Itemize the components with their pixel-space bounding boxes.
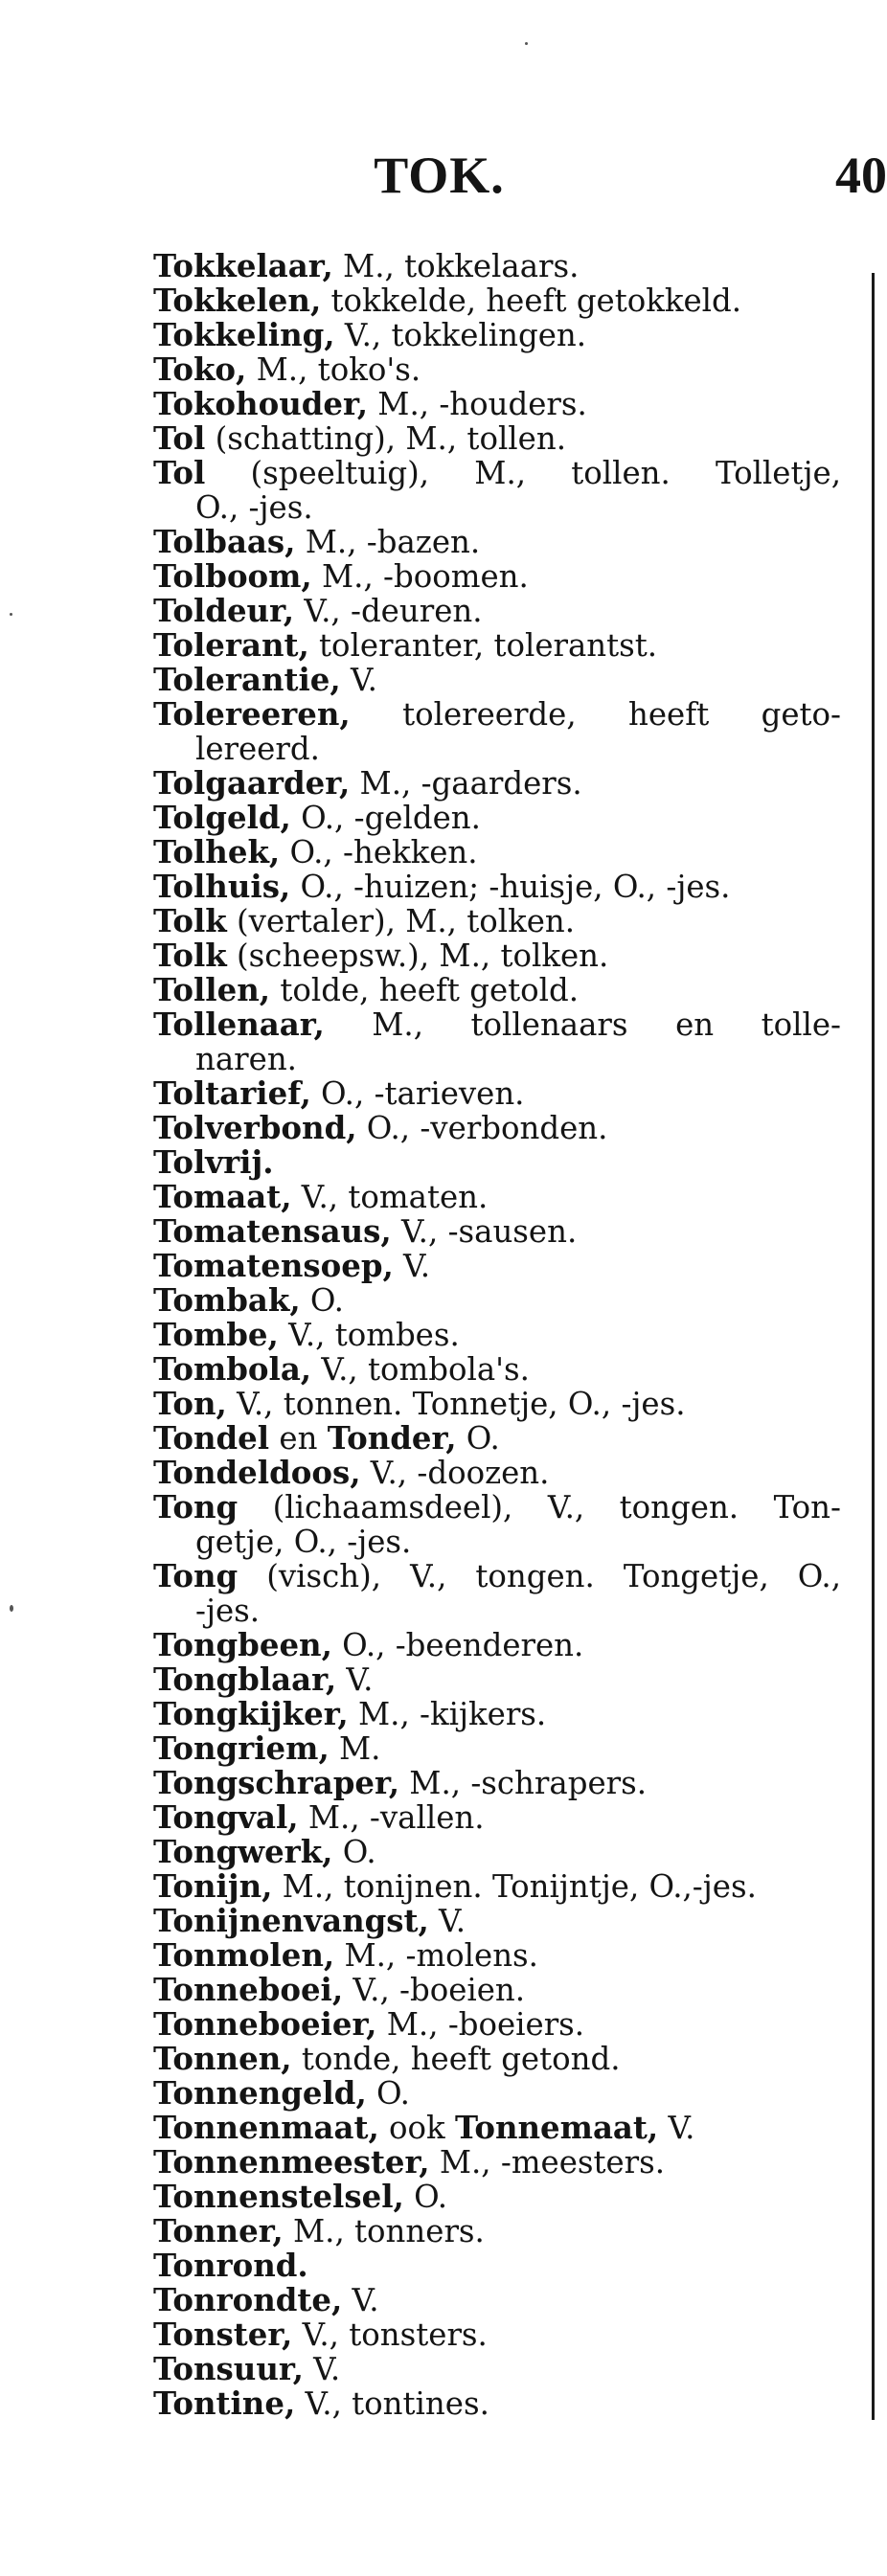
- entry-headword: Tongkijker,: [153, 1696, 349, 1732]
- entry-headword: Tolerant,: [153, 627, 309, 664]
- entry-headword: Tontine,: [153, 2385, 296, 2422]
- entry-grammar: O., -hekken.: [280, 834, 478, 870]
- entry-grammar: (schatting), M., tollen.: [205, 420, 566, 457]
- dictionary-entry: [153, 1456, 841, 1490]
- dictionary-entry: [153, 318, 841, 352]
- entry-headword: Tokkeling,: [153, 317, 335, 353]
- entry-headword: Tombak,: [153, 1282, 301, 1319]
- entry-headword: Tongval,: [153, 1799, 299, 1836]
- entry-headword: Tongblaar,: [153, 1661, 337, 1698]
- entry-headword: Tolhek,: [153, 834, 281, 870]
- dictionary-entry: [153, 628, 841, 663]
- entry-grammar: O.: [366, 2075, 410, 2112]
- entry-grammar: V.: [658, 2110, 695, 2146]
- dictionary-entry: [153, 387, 841, 421]
- entry-continuation-text: -jes.: [195, 1593, 261, 1629]
- entry-grammar: O.: [403, 2179, 448, 2215]
- column-rule: [872, 273, 875, 2420]
- entry-headword: Tonnenmaat,: [153, 2110, 379, 2146]
- entry-headword: Tonnen,: [153, 2041, 292, 2077]
- entry-headword: Tonsuur,: [153, 2351, 304, 2387]
- print-speck: [10, 613, 12, 616]
- entry-grammar: (lichaamsdeel), V., tongen. Ton-: [238, 1489, 841, 1525]
- dictionary-entry: [153, 1111, 841, 1145]
- entry-headword: Tolboom,: [153, 558, 312, 595]
- dictionary-entry: [153, 1766, 841, 1800]
- entry-headword: Toldeur,: [153, 593, 295, 629]
- entry-headword: Tongbeen,: [153, 1627, 332, 1663]
- entry-headword: Tonneboei,: [153, 1972, 344, 2008]
- entry-headword: Tonijnenvangst,: [153, 1903, 429, 1939]
- dictionary-entry: [153, 1559, 841, 1593]
- dictionary-entry: [153, 352, 841, 387]
- dictionary-entry-continuation: [153, 490, 841, 525]
- entry-grammar: ook: [378, 2110, 455, 2146]
- dictionary-entry: [153, 1076, 841, 1111]
- entry-headword: Tolerantie,: [153, 662, 341, 698]
- entry-grammar: V., tokkelingen.: [334, 317, 587, 353]
- entry-headword-variant: Tonnemaat,: [454, 2110, 659, 2146]
- dictionary-entry: [153, 283, 841, 318]
- dictionary-entry: [153, 1662, 841, 1697]
- entry-grammar: M., tokkelaars.: [332, 248, 580, 284]
- entry-grammar: O.: [300, 1282, 344, 1319]
- page-number: 40: [835, 147, 887, 204]
- dictionary-entry: [153, 1421, 841, 1456]
- dictionary-entry: [153, 2007, 841, 2042]
- entry-continuation-text: naren.: [195, 1041, 297, 1077]
- entry-grammar: V.: [336, 1661, 374, 1698]
- entry-continuation-text: getje, O., -jes.: [195, 1524, 412, 1560]
- entry-grammar: O., -tarieven.: [310, 1075, 525, 1112]
- entry-grammar: M., -houders.: [367, 386, 587, 422]
- running-head: TOK.: [374, 147, 505, 204]
- entry-headword: Tongriem,: [153, 1730, 330, 1767]
- dictionary-entry: [153, 1007, 841, 1042]
- entry-headword: Tonmolen,: [153, 1937, 335, 1974]
- entry-grammar: tolde, heeft getold.: [270, 972, 580, 1008]
- entry-headword: Tonnengeld,: [153, 2075, 367, 2112]
- entry-grammar: V., tontines.: [295, 2385, 489, 2422]
- dictionary-entry: [153, 2248, 841, 2283]
- dictionary-entry: [153, 1628, 841, 1662]
- dictionary-entry: [153, 663, 841, 697]
- entry-grammar: M., -kijkers.: [348, 1696, 547, 1732]
- dictionary-entry: [153, 456, 841, 490]
- entry-headword: Tong: [153, 1489, 239, 1525]
- entry-grammar: tonde, heeft getond.: [291, 2041, 621, 2077]
- print-speck: [525, 42, 528, 45]
- dictionary-entry: [153, 2180, 841, 2214]
- entry-headword: Tomaat,: [153, 1179, 292, 1215]
- print-speck: [10, 1605, 13, 1612]
- entry-headword: Tokkelen,: [153, 282, 322, 319]
- entry-grammar: V.: [342, 2282, 379, 2318]
- dictionary-entry: [153, 1249, 841, 1283]
- entry-headword: Toltarief,: [153, 1075, 311, 1112]
- entry-headword: Tomatensoep,: [153, 1248, 394, 1284]
- entry-grammar: O., -huizen; -huisje, O., -jes.: [290, 869, 731, 905]
- entry-grammar: (vertaler), M., tolken.: [226, 903, 576, 939]
- entry-headword: Tolverbond,: [153, 1110, 357, 1146]
- entry-headword: Tonner,: [153, 2213, 284, 2249]
- entry-grammar: O., -verbonden.: [356, 1110, 608, 1146]
- entry-grammar: O., -beenderen.: [331, 1627, 584, 1663]
- dictionary-entry: [153, 1180, 841, 1214]
- dictionary-entry: [153, 2386, 841, 2421]
- dictionary-entry: [153, 870, 841, 904]
- entry-grammar: V.: [340, 662, 377, 698]
- entry-grammar: V., -deuren.: [294, 593, 483, 629]
- entry-grammar: V., -boeien.: [343, 1972, 526, 2008]
- dictionary-entry-list: [153, 249, 841, 2421]
- dictionary-entry: [153, 938, 841, 973]
- entry-headword: Tonnenmeester,: [153, 2144, 430, 2181]
- dictionary-entry: [153, 559, 841, 594]
- entry-grammar: V.: [303, 2351, 341, 2387]
- entry-headword: Tolhuis,: [153, 869, 291, 905]
- dictionary-entry: [153, 1938, 841, 1973]
- entry-grammar: V.: [428, 1903, 466, 1939]
- entry-grammar: (visch), V., tongen. Tongetje, O.,: [238, 1558, 841, 1594]
- entry-headword: Tol: [153, 420, 206, 457]
- entry-headword: Tonrond.: [153, 2248, 308, 2284]
- entry-headword: Tongschraper,: [153, 1765, 399, 1801]
- dictionary-entry: [153, 835, 841, 870]
- dictionary-entry: [153, 1904, 841, 1938]
- entry-headword: Tolk: [153, 903, 227, 939]
- dictionary-entry: [153, 1145, 841, 1180]
- dictionary-entry: [153, 2111, 841, 2145]
- dictionary-entry: [153, 1697, 841, 1731]
- dictionary-entry: [153, 801, 841, 835]
- entry-grammar: M., -molens.: [334, 1937, 538, 1974]
- entry-grammar: V., -sausen.: [391, 1213, 578, 1250]
- entry-headword: Tondeldoos,: [153, 1455, 361, 1491]
- entry-grammar: V., tonsters.: [292, 2316, 488, 2353]
- dictionary-entry: [153, 766, 841, 801]
- dictionary-entry: [153, 2042, 841, 2076]
- entry-headword: Tonijn,: [153, 1868, 273, 1905]
- entry-headword-variant: Tonder,: [327, 1420, 457, 1457]
- entry-grammar: M., tonners.: [283, 2213, 485, 2249]
- entry-grammar: M., -boeiers.: [376, 2006, 585, 2043]
- entry-grammar: M.: [329, 1730, 381, 1767]
- entry-headword: Tong: [153, 1558, 239, 1594]
- dictionary-entry: [153, 2076, 841, 2111]
- dictionary-entry: [153, 1869, 841, 1904]
- entry-grammar: M., -gaarders.: [350, 765, 582, 802]
- dictionary-entry: [153, 2145, 841, 2180]
- entry-grammar: M., -meesters.: [429, 2144, 666, 2181]
- entry-headword: Tokkelaar,: [153, 248, 333, 284]
- entry-headword: Tolbaas,: [153, 524, 296, 560]
- entry-grammar: M., tollenaars en tolle-: [324, 1006, 841, 1043]
- dictionary-entry: [153, 1214, 841, 1249]
- entry-grammar: O., -gelden.: [290, 800, 481, 836]
- entry-headword: Tonneboeier,: [153, 2006, 377, 2043]
- entry-grammar: V., tombes.: [278, 1317, 460, 1353]
- entry-headword: Tolk: [153, 938, 227, 974]
- entry-grammar: M., -vallen.: [298, 1799, 485, 1836]
- entry-headword: Tol: [153, 455, 206, 491]
- dictionary-entry-continuation: [153, 1042, 841, 1076]
- entry-headword: Tolgaarder,: [153, 765, 351, 802]
- entry-continuation-text: O., -jes.: [195, 489, 313, 526]
- entry-grammar: O.: [456, 1420, 500, 1457]
- entry-headword: Tolvrij.: [153, 1144, 274, 1181]
- entry-headword: Tomatensaus,: [153, 1213, 392, 1250]
- entry-headword: Tollen,: [153, 972, 271, 1008]
- entry-headword: Toko,: [153, 351, 247, 388]
- entry-headword: Tollenaar,: [153, 1006, 325, 1043]
- entry-continuation-text: lereerd.: [195, 731, 320, 767]
- dictionary-entry: [153, 2283, 841, 2317]
- entry-grammar: (speeltuig), M., tollen. Tolletje,: [205, 455, 841, 491]
- dictionary-entry-continuation: [153, 732, 841, 766]
- entry-headword: Tonnenstelsel,: [153, 2179, 404, 2215]
- dictionary-entry: [153, 1731, 841, 1766]
- entry-grammar: toleranter, tolerantst.: [308, 627, 658, 664]
- entry-headword: Tokohouder,: [153, 386, 368, 422]
- entry-grammar: M., -schrapers.: [399, 1765, 648, 1801]
- dictionary-entry: [153, 1490, 841, 1525]
- dictionary-entry: [153, 2317, 841, 2352]
- entry-headword: Tongwerk,: [153, 1834, 333, 1870]
- entry-grammar: tolereerde, heeft geto-: [350, 696, 841, 733]
- dictionary-entry: [153, 1800, 841, 1835]
- entry-headword: Tolgeld,: [153, 800, 291, 836]
- entry-headword: Ton,: [153, 1386, 227, 1422]
- dictionary-entry: [153, 1318, 841, 1352]
- dictionary-entry: [153, 421, 841, 456]
- entry-grammar: M., toko's.: [246, 351, 421, 388]
- dictionary-entry-continuation: [153, 1593, 841, 1628]
- entry-headword: Tombola,: [153, 1351, 312, 1388]
- entry-headword: Tonster,: [153, 2316, 293, 2353]
- dictionary-entry: [153, 1352, 841, 1387]
- dictionary-entry: [153, 594, 841, 628]
- entry-grammar: (scheepsw.), M., tolken.: [226, 938, 609, 974]
- dictionary-entry: [153, 1973, 841, 2007]
- dictionary-entry: [153, 904, 841, 938]
- entry-grammar: O.: [332, 1834, 376, 1870]
- dictionary-entry: [153, 973, 841, 1007]
- entry-headword: Tonrondte,: [153, 2282, 343, 2318]
- dictionary-entry: [153, 2214, 841, 2248]
- entry-headword: Tondel: [153, 1420, 270, 1457]
- entry-headword: Tombe,: [153, 1317, 279, 1353]
- entry-grammar: en: [269, 1420, 328, 1457]
- entry-grammar: tokkelde, heeft getokkeld.: [321, 282, 742, 319]
- dictionary-entry: [153, 1283, 841, 1318]
- dictionary-entry-continuation: [153, 1525, 841, 1559]
- entry-grammar: V., tomaten.: [291, 1179, 489, 1215]
- entry-headword: Tolereeren,: [153, 696, 351, 733]
- entry-grammar: M., -bazen.: [295, 524, 481, 560]
- dictionary-entry: [153, 525, 841, 559]
- dictionary-entry: [153, 1387, 841, 1421]
- entry-grammar: M., tonijnen. Tonijntje, O.,-jes.: [272, 1868, 757, 1905]
- entry-grammar: V., -doozen.: [360, 1455, 550, 1491]
- dictionary-entry: [153, 249, 841, 283]
- entry-grammar: V., tonnen. Tonnetje, O., -jes.: [226, 1386, 686, 1422]
- dictionary-entry: [153, 1835, 841, 1869]
- dictionary-entry: [153, 697, 841, 732]
- entry-grammar: V., tombola's.: [311, 1351, 530, 1388]
- entry-grammar: M., -boomen.: [311, 558, 529, 595]
- entry-grammar: V.: [393, 1248, 431, 1284]
- dictionary-entry: [153, 2352, 841, 2386]
